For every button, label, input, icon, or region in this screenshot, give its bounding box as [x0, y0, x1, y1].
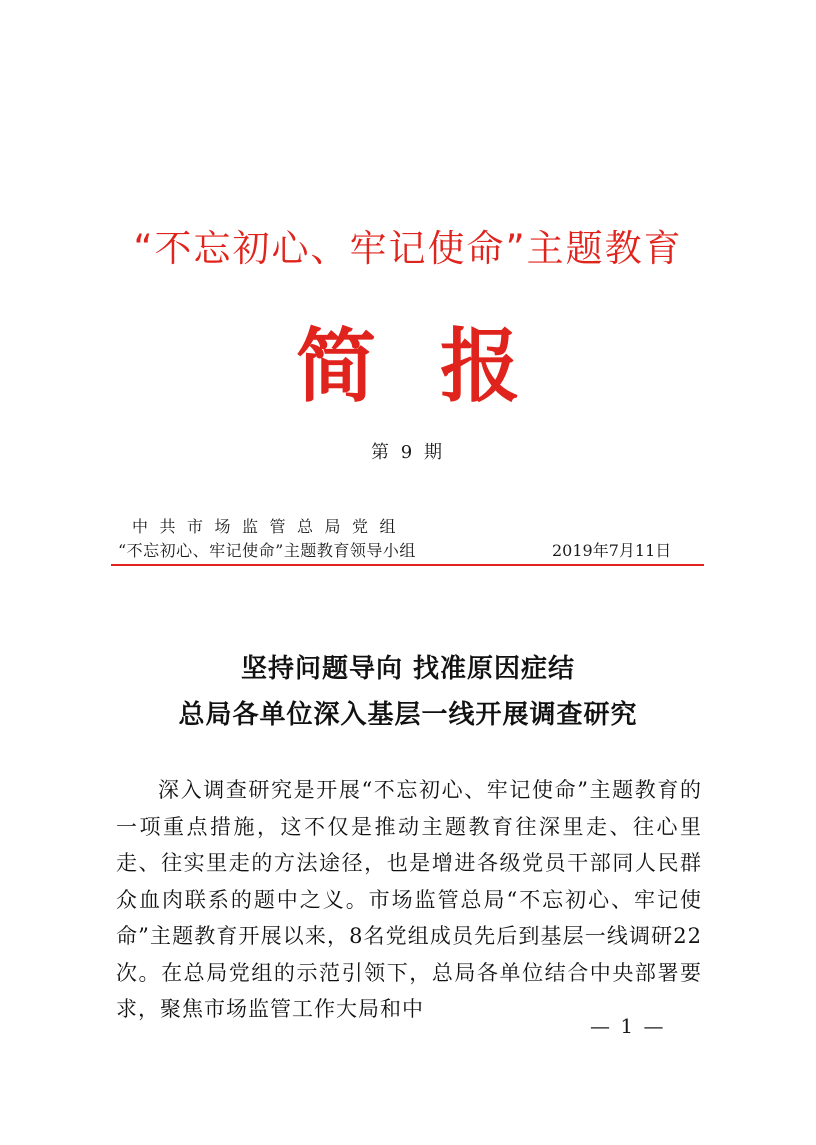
masthead-title: “不忘初心、牢记使命”主题教育	[133, 227, 683, 270]
article-headline-2: 总局各单位深入基层一线开展调查研究	[178, 700, 638, 730]
issue-date: 2019年7月11日	[552, 541, 672, 560]
page-number: — 1 —	[590, 1014, 666, 1038]
issuer-leading-group: “不忘初心、牢记使命”主题教育领导小组	[118, 541, 416, 560]
masthead-brief: 简报	[296, 319, 584, 413]
article-headline-1: 坚持问题导向 找准原因症结	[240, 654, 576, 684]
issuer-party-group: 中共市场监管总局党组	[132, 517, 408, 536]
red-divider-rule	[111, 564, 704, 566]
article-body: 深入调查研究是开展“不忘初心、牢记使命”主题教育的一项重点措施，这不仅是推动主题教育往深里走、往心里走、往实里走的方法途径，也是增进各级党员干部同人民群众血肉联系的题中之义。市场监管总局“不忘初心、牢记使命”主题教育开展以来，8名党组成员先后到基层一线调研22次。在总局党组的示范引领下，总局各单位结合中央部署要求，聚焦市场监管工作大局和中	[116, 778, 702, 1021]
issue-number: 第 9 期	[371, 442, 445, 463]
